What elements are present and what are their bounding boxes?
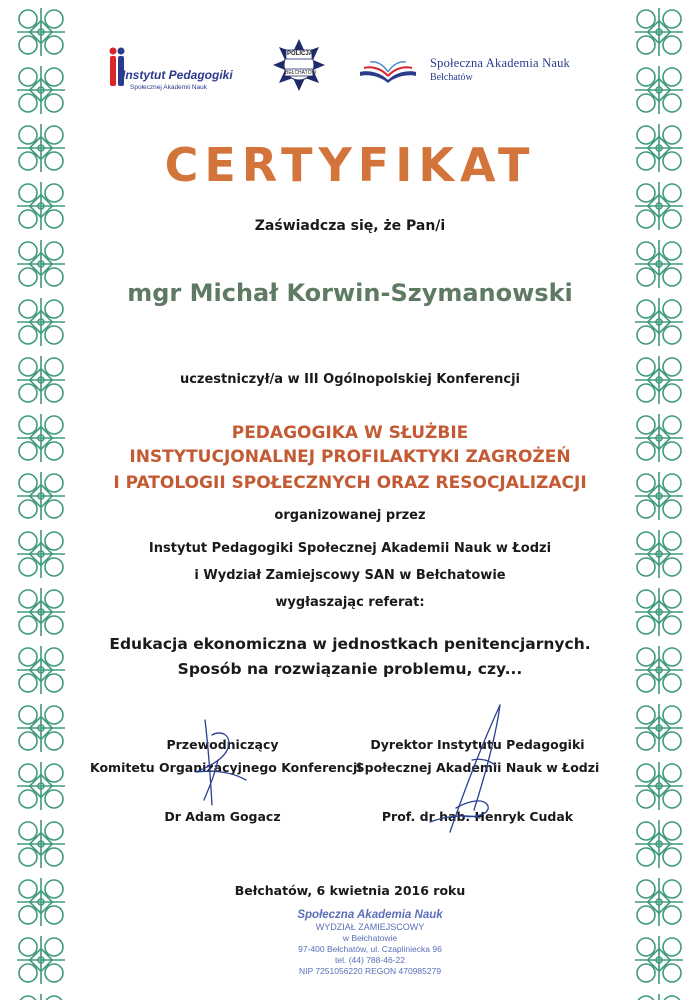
border-ornament-tile bbox=[635, 8, 683, 56]
border-ornament-tile bbox=[635, 472, 683, 520]
border-ornament-tile bbox=[17, 994, 65, 1000]
organized-by-text: organizowanej przez bbox=[274, 508, 426, 523]
border-ornament-tile bbox=[17, 762, 65, 810]
border-ornament-tile bbox=[17, 704, 65, 752]
left-signatory-role: Komitetu Organizacyjnego Konferencji bbox=[90, 760, 362, 775]
border-ornament-tile bbox=[635, 994, 683, 1000]
institution-stamp bbox=[250, 908, 490, 977]
left-ornamental-border bbox=[10, 0, 72, 1000]
border-ornament-tile bbox=[17, 820, 65, 868]
border-ornament-tile bbox=[17, 182, 65, 230]
right-signatory-name: Prof. dr hab. Henryk Cudak bbox=[381, 809, 574, 824]
left-signatory-role: Przewodniczący bbox=[166, 737, 279, 752]
open-book-icon bbox=[358, 50, 418, 86]
border-ornament-tile bbox=[635, 762, 683, 810]
intro-text: Zaświadcza się, że Pan/i bbox=[254, 218, 446, 234]
organizer-line: i Wydział Zamiejscowy SAN w Bełchatowie bbox=[194, 568, 506, 583]
conference-title-line: I PATOLOGII SPOŁECZNYCH ORAZ RESOCJALIZACJI bbox=[113, 473, 587, 493]
border-ornament-tile bbox=[635, 66, 683, 114]
border-ornament-tile bbox=[17, 356, 65, 404]
stamp-line: Społeczna Akademia Nauk bbox=[297, 909, 443, 921]
policja-badge-logo bbox=[272, 38, 326, 92]
border-ornament-tile bbox=[17, 878, 65, 926]
instytut-logo-name: Instytut Pedagogiki bbox=[122, 68, 233, 82]
instytut-logo-subtitle: Społecznej Akademii Nauk bbox=[130, 84, 207, 91]
organizer-line: Instytut Pedagogiki Społecznej Akademii Nauk w Łodzi bbox=[148, 541, 552, 556]
instytut-pedagogiki-logo bbox=[100, 42, 260, 92]
logo-row bbox=[100, 38, 610, 98]
stamp-line: NIP 7251056220 REGON 470985279 bbox=[298, 966, 442, 976]
stamp-line: tel. (44) 788-46-22 bbox=[335, 955, 405, 965]
border-ornament-tile bbox=[17, 298, 65, 346]
border-ornament-tile bbox=[635, 124, 683, 172]
border-ornament-tile bbox=[17, 936, 65, 984]
stamp-line: 97-400 Bełchatów, ul. Czapliniecka 96 bbox=[298, 944, 442, 954]
right-ornamental-border bbox=[628, 0, 690, 1000]
border-ornament-tile bbox=[635, 704, 683, 752]
conference-title-line: INSTYTUCJONALNEJ PROFILAKTYKI ZAGROŻEŃ bbox=[129, 447, 571, 467]
participation-text: uczestniczył/a w III Ogólnopolskiej Konferencji bbox=[179, 372, 521, 387]
border-ornament-tile bbox=[635, 820, 683, 868]
border-ornament-tile bbox=[635, 182, 683, 230]
border-ornament-tile bbox=[635, 414, 683, 462]
issue-date: Bełchatów, 6 kwietnia 2016 roku bbox=[234, 883, 466, 898]
paper-topic-line: Sposób na rozwiązanie problemu, czy... bbox=[177, 660, 523, 678]
border-ornament-tile bbox=[635, 356, 683, 404]
right-signatory-role: Społecznej Akademii Nauk w Łodzi bbox=[355, 760, 600, 775]
border-ornament-tile bbox=[17, 8, 65, 56]
san-logo bbox=[358, 46, 608, 96]
border-ornament-tile bbox=[635, 530, 683, 578]
san-logo-city: Bełchatów bbox=[430, 72, 473, 83]
border-ornament-tile bbox=[17, 530, 65, 578]
border-ornament-tile bbox=[635, 240, 683, 288]
policja-badge-text: POLICJA bbox=[287, 51, 314, 57]
paper-topic-line: Edukacja ekonomiczna w jednostkach penitencjarnych. bbox=[109, 635, 591, 653]
border-ornament-tile bbox=[635, 646, 683, 694]
conference-title-line: PEDAGOGIKA W SŁUŻBIE bbox=[231, 423, 469, 443]
right-signatory-role: Dyrektor Instytutu Pedagogiki bbox=[370, 737, 585, 752]
border-ornament-tile bbox=[635, 298, 683, 346]
presenting-text: wygłaszając referat: bbox=[275, 595, 425, 610]
border-ornament-tile bbox=[17, 472, 65, 520]
border-ornament-tile bbox=[17, 124, 65, 172]
border-ornament-tile bbox=[17, 646, 65, 694]
stamp-line: WYDZIAŁ ZAMIEJSCOWY bbox=[315, 922, 425, 932]
border-ornament-tile bbox=[635, 936, 683, 984]
police-star-icon bbox=[272, 38, 326, 92]
recipient-name: mgr Michał Korwin-Szymanowski bbox=[127, 279, 573, 307]
border-ornament-tile bbox=[635, 878, 683, 926]
left-signatory-name: Dr Adam Gogacz bbox=[164, 809, 281, 824]
border-ornament-tile bbox=[17, 66, 65, 114]
border-ornament-tile bbox=[17, 414, 65, 462]
san-logo-name: Społeczna Akademia Nauk bbox=[430, 56, 570, 70]
border-ornament-tile bbox=[635, 588, 683, 636]
border-ornament-tile bbox=[17, 588, 65, 636]
certificate-title: CERTYFIKAT bbox=[164, 138, 536, 192]
stamp-line: w Bełchatowie bbox=[342, 933, 398, 943]
border-ornament-tile bbox=[17, 240, 65, 288]
policja-badge-city: BEŁCHATÓW bbox=[285, 70, 317, 76]
